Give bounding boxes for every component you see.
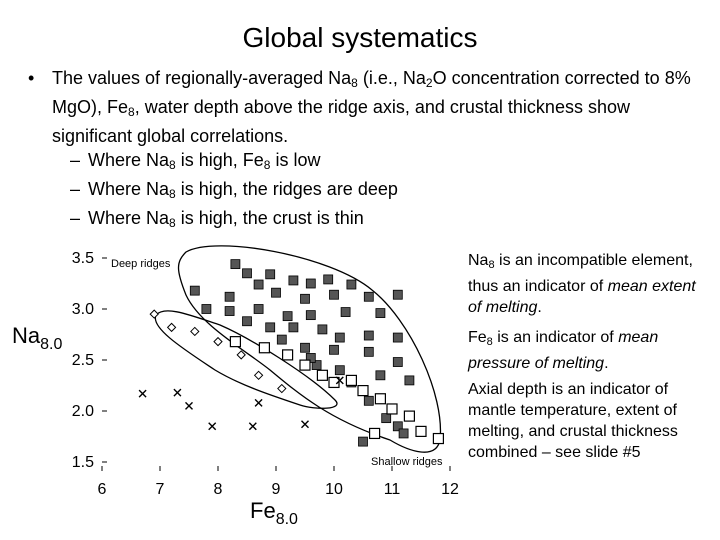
filled-square-point — [231, 260, 240, 269]
sub-bullet-subscript: 8 — [169, 187, 176, 201]
side-note-text: Na — [468, 252, 489, 269]
sub-bullet-1 — [28, 148, 708, 177]
side-note-text: . — [537, 299, 542, 316]
filled-square-point — [225, 307, 234, 316]
sub-bullet-subscript: 8 — [169, 158, 176, 172]
x-tick-label: 7 — [155, 481, 165, 498]
x-axis-label: $Fe_{8.0}$ — [250, 498, 298, 528]
filled-square-point — [243, 269, 252, 278]
bullet-dot-icon: • — [28, 68, 35, 88]
sub-bullet-text: is high, the crust is thin — [175, 208, 364, 228]
filled-square-point — [254, 305, 263, 314]
y-tick-label: 3.0 — [71, 301, 94, 318]
open-diamond-point — [237, 351, 245, 359]
x-marker-point — [249, 423, 256, 430]
filled-square-point — [243, 317, 252, 326]
filled-square-point — [330, 345, 339, 354]
side-note-subscript: 8 — [486, 336, 493, 348]
filled-square-point — [335, 333, 344, 342]
open-square-point — [416, 426, 426, 436]
open-square-point — [404, 411, 414, 421]
filled-square-point — [330, 290, 339, 299]
sub-bullet-text: is high, Fe — [175, 150, 264, 170]
filled-square-point — [364, 347, 373, 356]
open-square-point — [346, 375, 356, 385]
side-note-2 — [468, 327, 708, 374]
sub-bullet-text: Where Na — [88, 150, 170, 170]
filled-square-point — [364, 292, 373, 301]
filled-square-point — [202, 305, 211, 314]
side-note-3 — [468, 379, 708, 463]
open-diamond-point — [191, 327, 199, 335]
bullet-text-3: O concentration corrected to 8% MgO), Fe — [52, 68, 691, 117]
sub-bullet-3 — [28, 206, 708, 235]
filled-square-point — [254, 280, 263, 289]
filled-square-point — [318, 325, 327, 334]
filled-square-point — [364, 396, 373, 405]
bullet-sub-2: 2 — [425, 76, 433, 90]
open-square-point — [283, 350, 293, 360]
filled-square-point — [289, 323, 298, 332]
side-note-subscript: 8 — [488, 259, 495, 271]
bullet-text-2: (i.e., Na — [357, 68, 426, 88]
x-marker-point — [302, 421, 309, 428]
sub-bullet-text: Where Na — [88, 179, 170, 199]
bullet-sub-3: 8 — [128, 105, 135, 119]
filled-square-point — [393, 358, 402, 367]
dash-icon: – — [70, 150, 81, 170]
bullet-sub-1: 8 — [351, 76, 358, 90]
open-square-point — [387, 404, 397, 414]
open-square-point — [259, 343, 269, 353]
bullet-text-1: The values of regionally-averaged Na — [52, 68, 352, 88]
side-note-text: is an indicator of — [492, 329, 619, 346]
filled-square-point — [399, 429, 408, 438]
filled-square-point — [306, 279, 315, 288]
x-tick-label: 10 — [325, 481, 343, 498]
side-note-text: Axial depth is an indicator of mantle temperature, extent of melting, and crustal thickness combined – see slide #5 — [468, 381, 678, 461]
y-tick-label: 2.5 — [71, 352, 94, 369]
x-tick-label: 9 — [271, 481, 281, 498]
filled-square-point — [301, 343, 310, 352]
dash-icon: – — [70, 208, 81, 228]
slide-title: Global systematics — [242, 22, 478, 53]
filled-square-point — [272, 288, 281, 297]
open-square-point — [358, 386, 368, 396]
scatter-plot — [0, 238, 470, 540]
sub-bullet-2 — [28, 177, 708, 206]
x-marker-point — [139, 390, 146, 397]
sub-bullet-subscript: 8 — [263, 158, 271, 172]
shallow-ridges-label: Shallow ridges — [371, 456, 443, 468]
open-diamond-point — [168, 323, 176, 331]
filled-square-point — [376, 309, 385, 318]
filled-square-point — [335, 366, 344, 375]
filled-square-point — [347, 280, 356, 289]
filled-square-point — [341, 308, 350, 317]
side-note-text: is an incompatible element, thus an indicator of — [468, 252, 693, 295]
open-square-point — [317, 370, 327, 380]
deep-ridges-label: Deep ridges — [111, 258, 171, 270]
bullet-list — [28, 66, 708, 235]
filled-square-point — [376, 371, 385, 380]
x-tick-label: 12 — [441, 481, 459, 498]
sub-bullet-subscript: 8 — [169, 216, 176, 230]
x-tick-label: 11 — [383, 481, 401, 498]
y-tick-label: 1.5 — [71, 454, 94, 471]
y-tick-label: 3.5 — [71, 250, 94, 267]
side-note-text: . — [604, 355, 609, 372]
side-note-text: Fe — [468, 329, 487, 346]
open-diamond-point — [214, 338, 222, 346]
filled-square-point — [301, 294, 310, 303]
sub-bullet-text: is low — [270, 150, 321, 170]
open-square-point — [230, 337, 240, 347]
sub-bullet-text: is high, the ridges are deep — [175, 179, 398, 199]
x-marker-point — [209, 423, 216, 430]
filled-square-point — [405, 376, 414, 385]
x-tick-label: 6 — [97, 481, 107, 498]
filled-square-point — [277, 335, 286, 344]
open-diamond-point — [150, 310, 158, 318]
x-marker-point — [255, 399, 262, 406]
sub-bullet-text: Where Na — [88, 208, 170, 228]
open-square-point — [370, 428, 380, 438]
filled-square-point — [364, 331, 373, 340]
filled-square-point — [225, 292, 234, 301]
filled-square-point — [266, 270, 275, 279]
open-square-point — [433, 434, 443, 444]
side-note-italic: mean pressure of melting — [468, 329, 659, 372]
filled-square-point — [289, 276, 298, 285]
filled-square-point — [283, 312, 292, 321]
filled-square-point — [382, 414, 391, 423]
filled-square-point — [393, 333, 402, 342]
y-tick-label: 2.0 — [71, 403, 94, 420]
x-marker-point — [186, 402, 193, 409]
side-note-italic: mean extent of melting — [468, 278, 696, 316]
main-bullet — [28, 66, 708, 148]
open-diamond-point — [255, 371, 263, 379]
filled-square-point — [190, 286, 199, 295]
side-note-1 — [468, 250, 708, 318]
filled-square-point — [266, 323, 275, 332]
dash-icon: – — [70, 179, 81, 199]
x-tick-label: 8 — [213, 481, 223, 498]
open-diamond-point — [278, 385, 286, 393]
filled-square-point — [359, 437, 368, 446]
x-marker-point — [174, 389, 181, 396]
open-square-point — [300, 360, 310, 370]
open-square-point — [375, 394, 385, 404]
filled-square-point — [324, 275, 333, 284]
filled-square-point — [393, 290, 402, 299]
bullet-text-4: , water depth above the ridge axis, and crustal thickness show significant global correlations. — [52, 97, 630, 146]
filled-square-point — [306, 311, 315, 320]
y-axis-label: $Na_{8.0}$ — [12, 323, 63, 353]
